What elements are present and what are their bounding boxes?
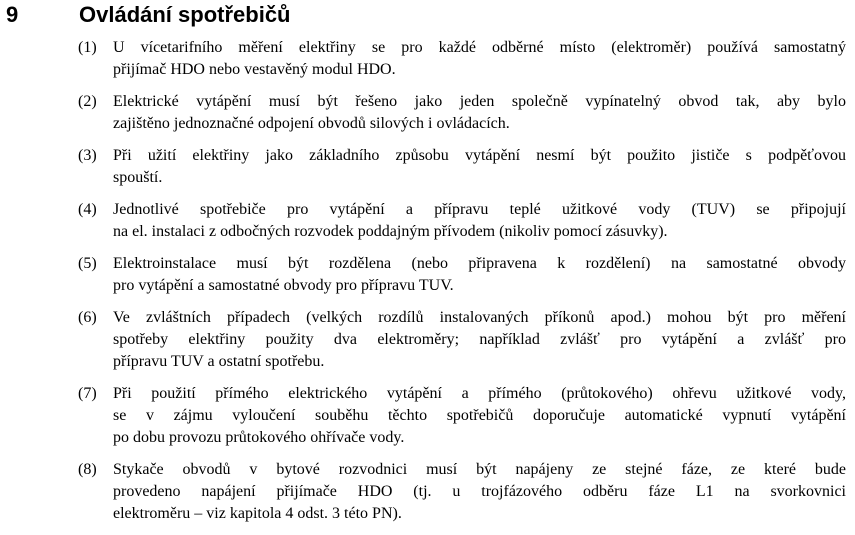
paragraph-line: spouští. <box>113 169 163 186</box>
paragraph-item <box>0 37 846 81</box>
paragraph-item <box>0 91 846 135</box>
paragraph-list <box>0 37 855 535</box>
paragraph-number: (4) <box>78 201 97 218</box>
paragraph-number: (3) <box>78 147 97 164</box>
paragraph-number: (2) <box>78 93 97 110</box>
paragraph-number: (6) <box>78 309 97 326</box>
paragraph-line: Při užití elektřiny jako základního způsobu vytápění nesmí být použito jističe s podpěťovou <box>113 147 846 164</box>
paragraph-line: Při použití přímého elektrického vytápění a přímého (průtokového) ohřevu užitkové vody, <box>113 385 846 402</box>
paragraph-number: (7) <box>78 385 97 402</box>
paragraph-line: U vícetarifního měření elektřiny se pro každé odběrné místo (elektroměr) používá samostatný <box>113 39 846 56</box>
paragraph-item <box>0 145 846 189</box>
paragraph-item <box>0 383 846 449</box>
paragraph-number: (5) <box>78 255 97 272</box>
paragraph-line: se v zájmu vyloučení souběhu těchto spotřebičů doporučuje automatické vypnutí vytápění <box>113 407 846 424</box>
paragraph-item <box>0 199 846 243</box>
paragraph-line: Stykače obvodů v bytové rozvodnici musí být napájeny ze stejné fáze, ze které bude <box>113 461 846 478</box>
paragraph-line: provedeno napájení přijímače HDO (tj. u trojfázového odběru fáze L1 na svorkovnici <box>113 483 846 500</box>
paragraph-line: Elektrické vytápění musí být řešeno jako jeden společně vypínatelný obvod tak, aby bylo <box>113 93 846 110</box>
paragraph-line: přijímač HDO nebo vestavěný modul HDO. <box>113 61 396 78</box>
paragraph-item <box>0 307 846 373</box>
paragraph-line: zajištěno jednoznačné odpojení obvodů silových i ovládacích. <box>113 115 510 132</box>
paragraph-line: pro vytápění a samostatné obvody pro přípravu TUV. <box>113 277 454 294</box>
paragraph-line: Ve zvláštních případech (velkých rozdílů instalovaných příkonů apod.) mohou být pro měření <box>113 309 846 326</box>
paragraph-item <box>0 253 846 297</box>
section-title: Ovládání spotřebičů <box>79 2 291 27</box>
paragraph-line: na el. instalaci z odbočných rozvodek poddajným přívodem (nikoliv pomocí zásuvky). <box>113 223 668 240</box>
paragraph-line: spotřeby elektřiny použity dva elektroměry; například zvlášť pro vytápění a zvlášť pro <box>113 331 846 348</box>
paragraph-line: Jednotlivé spotřebiče pro vytápění a přípravu teplé užitkové vody (TUV) se připojují <box>113 201 846 218</box>
paragraph-line: elektroměru – viz kapitola 4 odst. 3 této PN). <box>113 505 402 522</box>
paragraph-number: (1) <box>78 39 97 56</box>
paragraph-line: po dobu provozu průtokového ohřívače vody. <box>113 429 405 446</box>
paragraph-item <box>0 459 846 525</box>
paragraph-line: přípravu TUV a ostatní spotřebu. <box>113 353 325 370</box>
paragraph-line: Elektroinstalace musí být rozdělena (nebo připravena k rozdělení) na samostatné obvody <box>113 255 846 272</box>
section-heading <box>0 0 855 30</box>
paragraph-number: (8) <box>78 461 97 478</box>
section-number: 9 <box>6 2 19 27</box>
